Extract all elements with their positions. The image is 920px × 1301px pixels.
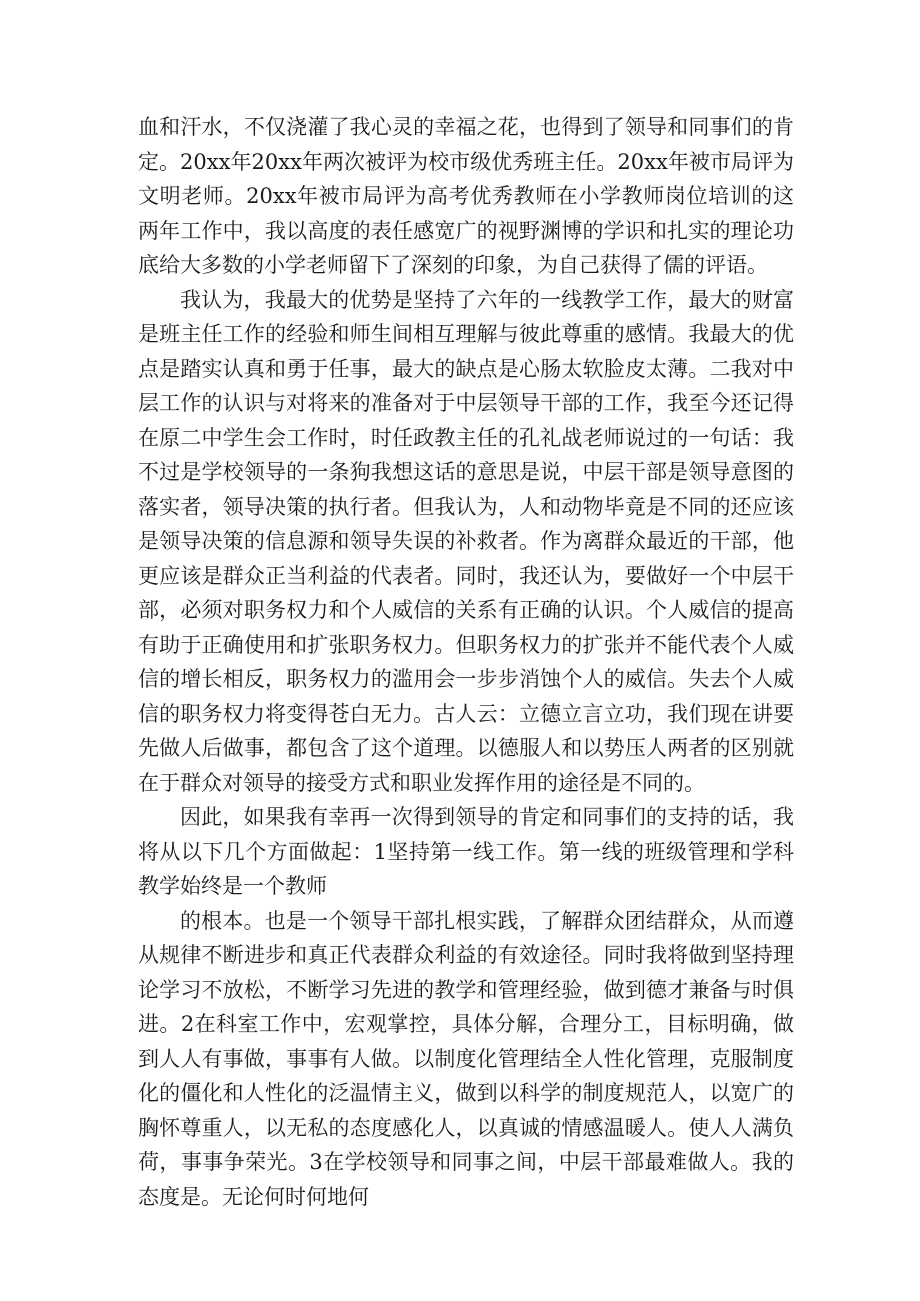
paragraph-self-assessment: 我认为，我最大的优势是坚持了六年的一线教学工作，最大的财富是班主任工作的经验和师生间相互理解与彼此尊重的感情。我最大的优点是踏实认真和勇于任事，最大的缺点是心肠太软脸皮太薄。二我对中层工作的认识与对将来的准备对于中层领导干部的工作，我至今还记得在原二中学生会工作时，时任政教主任的孔礼战老师说过的一句话：我不过是学校领导的一条狗我想这话的意思是说，中层干部是领导意图的落实者，领导决策的执行者。但我认为，人和动物毕竟是不同的还应该是领导决策的信息源和领导失误的补救者。作为离群众最近的干部，他更应该是群众正当利益的代表者。同时，我还认为，要做好一个中层干部，必须对职务权力和个人威信的关系有正确的认识。个人威信的提高有助于正确使用和扩张职务权力。但职务权力的扩张并不能代表个人威信的增长相反，职务权力的滥用会一步步消蚀个人的威信。失去个人威信的职务权力将变得苍白无力。古人云：立德立言立功，我们现在讲要先做人后做事，都包含了这个道理。以德服人和以势压人两者的区别就在于群众对领导的接受方式和职业发挥作用的途径是不同的。 [138, 287, 794, 795]
paragraph-plan-details: 的根本。也是一个领导干部扎根实践，了解群众团结群众，从而遵从规律不断进步和真正代表群众利益的有效途径。同时我将做到坚持理论学习不放松，不断学习先进的教学和管理经验，做到德才兼备与时俱进。2在科室工作中，宏观掌控，具体分解，合理分工，目标明确，做到人人有事做，事事有人做。以制度化管理结全人性化管理，克服制度化的僵化和人性化的泛温情主义，做到以科学的制度规范人，以宽广的胸怀尊重人，以无私的态度感化人，以真诚的情感温暖人。使人人满负荷，事事争荣光。3在学校领导和同事之间，中层干部最难做人。我的态度是。无论何时何地何 [138, 908, 794, 1209]
paragraph-plan-intro: 因此，如果我有幸再一次得到领导的肯定和同事们的支持的话，我将从以下几个方面做起：1坚持第一线工作。第一线的班级管理和学科教学始终是一个教师 [138, 805, 794, 898]
document-body [138, 110, 794, 1214]
paragraph-achievements: 血和汗水，不仅浇灌了我心灵的幸福之花，也得到了领导和同事们的肯定。20xx年20xx年两次被评为校市级优秀班主任。20xx年被市局评为文明老师。20xx年被市局评为高考优秀教师在小学教师岗位培训的这两年工作中，我以高度的表任感宽广的视野渊博的学识和扎实的理论功底给大多数的小学老师留下了深刻的印象，为自己获得了儒的评语。 [138, 115, 794, 277]
